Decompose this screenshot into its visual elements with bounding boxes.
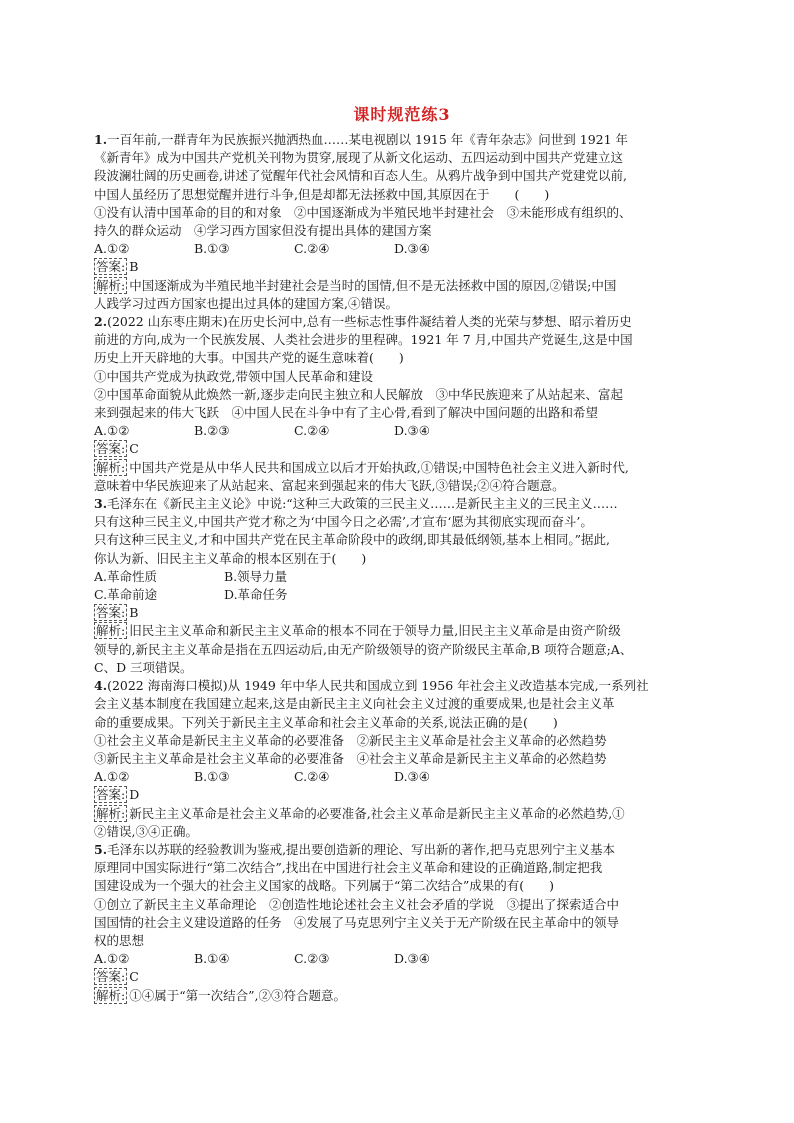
answer-label: 答案: <box>96 969 126 985</box>
answer-line <box>94 440 710 458</box>
question-stem-text: 只有这种三民主义,才和中国共产党在民主革命阶段中的政纲,即其最低纲领,基本上相同。”据此, <box>94 532 611 548</box>
answer-value: C <box>129 969 139 985</box>
question-stem-line <box>94 841 710 859</box>
explanation-line <box>94 295 710 313</box>
answer-value: B <box>129 259 139 275</box>
question-stem-line <box>94 386 710 404</box>
explanation-line <box>94 805 710 823</box>
option: C.②③ <box>294 951 330 967</box>
question-stem-line <box>94 313 710 331</box>
answer-line <box>94 258 710 276</box>
question-stem-line <box>94 550 710 568</box>
explanation-text: 领导的,新民主主义革命是指在五四运动后,由无产阶级领导的资产阶级民主革命,B 项符合题意;A、 <box>94 641 633 657</box>
option: B.领导力量 <box>224 568 288 584</box>
question-stem-text: 毛泽东在《新民主主义论》中说:“这种三大政策的三民主义……是新民主主义的三民主义…… <box>107 496 618 512</box>
option: D.③④ <box>394 769 430 785</box>
question-number: 1. <box>94 132 108 147</box>
explanation-line <box>94 477 710 495</box>
question-block <box>94 313 710 495</box>
option: C.②④ <box>294 769 330 785</box>
explanation-text: 意味着中华民族迎来了从站起来、富起来到强起来的伟大飞跃,③错误;②④符合题意。 <box>94 477 565 493</box>
question-list <box>94 131 710 1005</box>
question-stem-text: 前进的方向,成为一个民族发展、人类社会进步的里程碑。1921 年 7 月,中国共产党诞生,这是中国 <box>94 332 633 348</box>
option: A.革命性质 <box>94 568 158 584</box>
explanation-text: ②错误,③④正确。 <box>94 823 198 839</box>
question-stem-text: ②中国革命面貌从此焕然一新,逐步走向民主独立和人民解放 ③中华民族迎来了从站起来、富起 <box>94 386 623 402</box>
answer-label: 答案: <box>96 441 126 457</box>
question-number: 4. <box>94 678 108 694</box>
option: B.①③ <box>194 769 230 785</box>
question-number: 5. <box>94 841 108 857</box>
question-stem-text: ①创立了新民主主义革命理论 ②创造性地论述社会主义社会矛盾的学说 ③提出了探索适合中 <box>94 896 620 912</box>
explanation-line <box>94 277 710 295</box>
question-stem-line <box>94 714 710 732</box>
question-stem-line <box>94 167 710 185</box>
explanation-label: 解析: <box>96 459 126 475</box>
question-stem-text: ③新民主主义革命是社会主义革命的必要准备 ④社会主义革命是新民主主义革命的必然趋势 <box>94 750 607 766</box>
question-stem-line <box>94 186 710 204</box>
question-stem-text: 历史上开天辟地的大事。中国共产党的诞生意味着( ) <box>94 350 404 366</box>
explanation-line <box>94 659 710 677</box>
question-stem-line <box>94 131 710 149</box>
explanation-line <box>94 823 710 841</box>
explanation-text: ①④属于“第一次结合”,②③符合题意。 <box>129 987 346 1003</box>
option: D.③④ <box>394 423 430 439</box>
explanation-text: 旧民主主义革命和新民主主义革命的根本不同在于领导力量,旧民主主义革命是由资产阶级 <box>129 623 621 639</box>
question-stem-line <box>94 695 710 713</box>
question-stem-line <box>94 149 710 167</box>
option: A.①② <box>94 951 130 967</box>
question-block <box>94 131 710 313</box>
explanation-line <box>94 987 710 1005</box>
question-number: 3. <box>94 496 108 512</box>
option: B.①③ <box>194 241 230 257</box>
question-stem-line <box>94 404 710 422</box>
question-stem-text: 会主义基本制度在我国建立起来,这是由新民主主义向社会主义过渡的重要成果,也是社会主义革 <box>94 696 615 712</box>
question-block <box>94 841 710 1005</box>
option: D.③④ <box>394 951 430 967</box>
question-stem-line <box>94 204 710 222</box>
option: A.①② <box>94 423 130 439</box>
question-stem-line <box>94 896 710 914</box>
option: D.革命任务 <box>224 587 288 603</box>
options-row <box>94 240 710 258</box>
question-stem-line <box>94 677 710 695</box>
options-row <box>94 950 710 968</box>
question-stem-text: ①中国共产党成为执政党,带领中国人民革命和建设 <box>94 368 373 384</box>
options-row <box>94 586 710 604</box>
explanation-text: 人践学习过西方国家也提出过具体的建国方案,④错误。 <box>94 295 398 311</box>
document-page <box>94 96 710 1005</box>
answer-value: C <box>129 441 139 457</box>
question-stem-line <box>94 531 710 549</box>
question-stem-text: (2022 山东枣庄期末)在历史长河中,总有一些标志性事件凝结着人类的光荣与梦想、昭示着历史 <box>107 314 632 330</box>
question-stem-text: 国建设成为一个强大的社会主义国家的战略。下列属于“第二次结合”成果的有( ) <box>94 878 555 894</box>
answer-value: B <box>129 605 139 621</box>
question-stem-text: 段波澜壮阔的历史画卷,讲述了觉醒年代社会风情和百态人生。从鸦片战争到中国共产党建党以前, <box>94 168 627 184</box>
question-stem-line <box>94 222 710 240</box>
options-row <box>94 422 710 440</box>
option: C.革命前途 <box>94 587 158 603</box>
option: B.②③ <box>194 423 230 439</box>
option: A.①② <box>94 769 130 785</box>
question-stem-text: 只有这种三民主义,中国共产党才称之为‘中国今日之必需’,才宣布‘愿为其彻底实现而奋斗’。 <box>94 514 593 530</box>
question-stem-text: 命的重要成果。下列关于新民主主义革命和社会主义革命的关系,说法正确的是( ) <box>94 714 558 730</box>
answer-line <box>94 786 710 804</box>
question-stem-line <box>94 732 710 750</box>
question-stem-text: 原理同中国实际进行“第二次结合”,找出在中国进行社会主义革命和建设的正确道路,制定把我 <box>94 860 603 876</box>
answer-label: 答案: <box>96 259 126 275</box>
options-row <box>94 768 710 786</box>
question-stem-text: 毛泽东以苏联的经验教训为鉴戒,提出要创造新的理论、写出新的著作,把马克思列宁主义基本 <box>107 841 616 857</box>
question-stem-line <box>94 349 710 367</box>
explanation-text: 中国逐渐成为半殖民地半封建社会是当时的国情,但不是无法拯救中国的原因,②错误;中国 <box>129 277 617 293</box>
question-stem-line <box>94 750 710 768</box>
question-stem-line <box>94 495 710 513</box>
question-block <box>94 495 710 677</box>
question-stem-text: 来到强起来的伟大飞跃 ④中国人民在斗争中有了主心骨,看到了解决中国问题的出路和希望 <box>94 405 598 421</box>
answer-label: 答案: <box>96 605 126 621</box>
option: C.②④ <box>294 241 330 257</box>
question-block <box>94 677 710 841</box>
question-stem-line <box>94 877 710 895</box>
option: D.③④ <box>394 241 430 257</box>
explanation-text: 新民主主义革命是社会主义革命的必要准备,社会主义革命是新民主主义革命的必然趋势,① <box>129 805 625 821</box>
explanation-label: 解析: <box>96 987 126 1003</box>
answer-value: D <box>129 787 140 803</box>
question-stem-text: 权的思想 <box>94 932 145 948</box>
question-stem-text: 国国情的社会主义建设道路的任务 ④发展了马克思列宁主义关于无产阶级在民主革命中的领导 <box>94 914 620 930</box>
answer-line <box>94 968 710 986</box>
question-stem-text: 持久的群众运动 ④学习西方国家但没有提出具体的建国方案 <box>94 223 432 239</box>
question-stem-text: ①社会主义革命是新民主主义革命的必要准备 ②新民主主义革命是社会主义革命的必然趋势 <box>94 732 607 748</box>
option: A.①② <box>94 241 130 257</box>
question-stem-line <box>94 859 710 877</box>
options-row <box>94 568 710 586</box>
option: B.①④ <box>194 951 230 967</box>
explanation-line <box>94 641 710 659</box>
page-title: 课时规范练3 <box>353 105 451 124</box>
explanation-label: 解析: <box>96 623 126 639</box>
question-stem-line <box>94 513 710 531</box>
question-stem-line <box>94 368 710 386</box>
explanation-label: 解析: <box>96 277 126 293</box>
question-stem-text: 一百年前,一群青年为民族振兴抛洒热血……某电视剧以 1915 年《青年杂志》问世到 1921 年 <box>107 132 629 147</box>
explanation-line <box>94 622 710 640</box>
question-number: 2. <box>94 314 108 330</box>
option: C.②④ <box>294 423 330 439</box>
explanation-label: 解析: <box>96 805 126 821</box>
explanation-text: C、D 三项错误。 <box>94 659 193 675</box>
question-stem-text: 中国人虽经历了思想觉醒并进行斗争,但是却都无法拯救中国,其原因在于 ( ) <box>94 186 550 202</box>
explanation-line <box>94 459 710 477</box>
question-stem-line <box>94 914 710 932</box>
answer-label: 答案: <box>96 787 126 803</box>
question-stem-text: (2022 海南海口模拟)从 1949 年中华人民共和国成立到 1956 年社会主义改造基本完成,一系列社 <box>107 678 649 694</box>
question-stem-text: 你认为新、旧民主主义革命的根本区别在于( ) <box>94 550 367 566</box>
question-stem-text: ①没有认清中国革命的目的和对象 ②中国逐渐成为半殖民地半封建社会 ③未能形成有组织的、 <box>94 204 632 220</box>
explanation-text: 中国共产党是从中华人民共和国成立以后才开始执政,①错误;中国特色社会主义进入新时代, <box>129 459 629 475</box>
question-stem-line <box>94 932 710 950</box>
question-stem-text: 《新青年》成为中国共产党机关刊物为贯穿,展现了从新文化运动、五四运动到中国共产党建立这 <box>94 150 623 166</box>
answer-line <box>94 604 710 622</box>
question-stem-line <box>94 331 710 349</box>
